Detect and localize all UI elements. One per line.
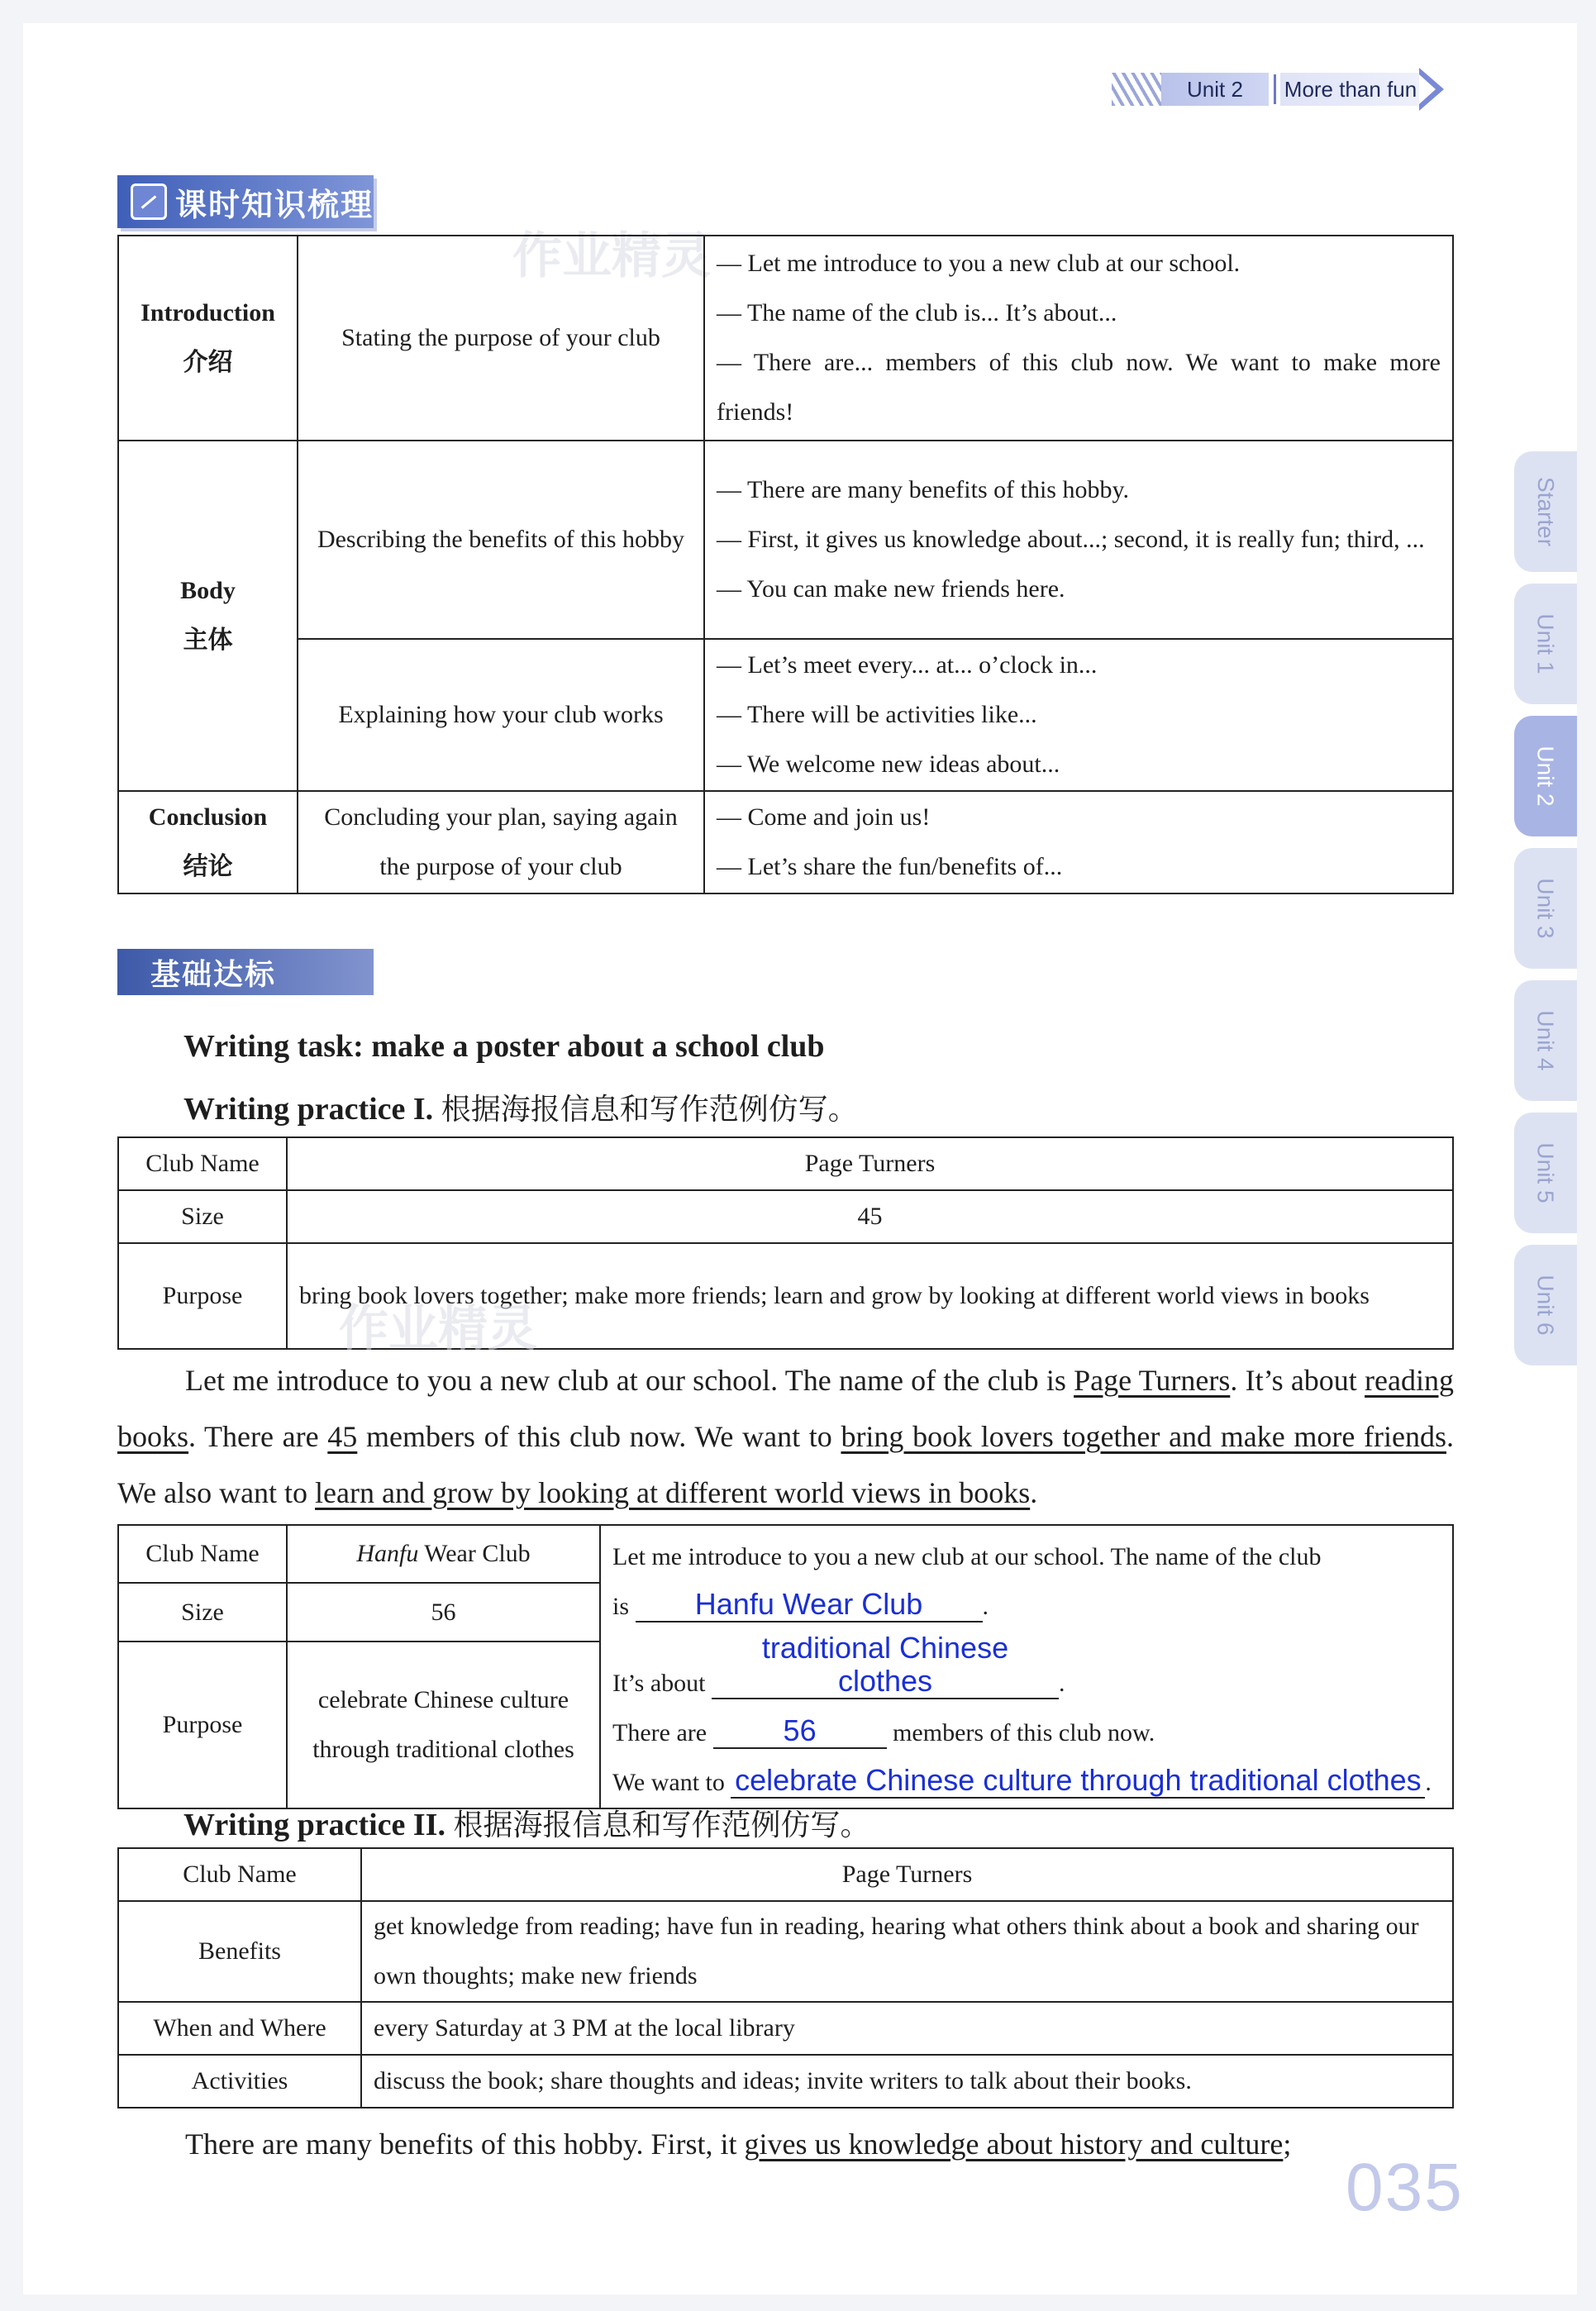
exercise-line: We want to celebrate Chinese culture through traditional clothes . bbox=[612, 1763, 1432, 1797]
intro-zh: 介绍 bbox=[183, 348, 233, 377]
intro-line: — There are... members of this club now. We want to make more friends! bbox=[717, 349, 1441, 426]
hanfu-exercise-table bbox=[117, 1524, 1454, 1809]
tab-unit-1[interactable] bbox=[1514, 584, 1577, 704]
task-label: Writing task bbox=[183, 1029, 354, 1064]
writing-task: Writing task: make a poster about a school club bbox=[183, 1029, 825, 1064]
body-line: — There are many benefits of this hobby. bbox=[717, 476, 1130, 503]
tab-unit-6[interactable] bbox=[1514, 1245, 1577, 1365]
purpose-value: bring book lovers together; make more friends; learn and grow by looking at different world views in books bbox=[287, 1243, 1453, 1349]
purpose-label: Purpose bbox=[118, 1642, 287, 1808]
sample-paragraph-2 bbox=[117, 2116, 1454, 2172]
answer-blank-2[interactable]: traditional Chinese clothes bbox=[712, 1632, 1059, 1699]
body-lines-2 bbox=[704, 639, 1453, 791]
exercise-line: is Hanfu Wear Club . bbox=[612, 1587, 989, 1621]
sample-underline: learn and grow by looking at different world views in books bbox=[315, 1476, 1031, 1509]
exercise-text: There are bbox=[612, 1719, 707, 1746]
exercise-text: It’s about bbox=[612, 1670, 706, 1697]
exercise-answers bbox=[600, 1525, 1453, 1808]
intro-line: — The name of the club is... It’s about... bbox=[717, 299, 1117, 326]
tab-label: Unit 5 bbox=[1533, 1142, 1559, 1203]
body-purpose-2: Explaining how your club works bbox=[298, 639, 704, 791]
sample-underline: gives us knowledge about history and culture bbox=[744, 2128, 1284, 2161]
answer-blank-4[interactable]: celebrate Chinese culture through traditional clothes bbox=[731, 1764, 1425, 1799]
header-unit: Unit 2 bbox=[1161, 73, 1269, 106]
conclusion-purpose: Concluding your plan, saying again the purpose of your club bbox=[298, 791, 704, 893]
body-line: — We welcome new ideas about... bbox=[717, 750, 1060, 778]
when-where-value: every Saturday at 3 PM at the local library bbox=[361, 2002, 1453, 2055]
purpose-label: Purpose bbox=[118, 1243, 287, 1349]
section-tag-knowledge bbox=[117, 175, 374, 228]
body-line: — First, it gives us knowledge about...; second, it is really fun; third, ... bbox=[717, 526, 1425, 553]
tab-starter[interactable] bbox=[1514, 451, 1577, 572]
header-title: More than fun bbox=[1280, 73, 1421, 106]
chevron-inner bbox=[1419, 74, 1436, 104]
practice1-heading bbox=[183, 1086, 858, 1128]
intro-line: — Let me introduce to you a new club at our school. bbox=[717, 250, 1241, 277]
intro-purpose: Stating the purpose of your club bbox=[298, 236, 704, 441]
body-zh: 主体 bbox=[183, 626, 233, 655]
exercise-line: Let me introduce to you a new club at our school. The name of the club bbox=[612, 1543, 1322, 1570]
section-title-knowledge: 课时知识梳理 bbox=[175, 186, 374, 223]
practice2-heading bbox=[183, 1802, 870, 1844]
exercise-line bbox=[612, 1708, 1441, 1758]
tab-label: Starter bbox=[1533, 476, 1559, 547]
body-title: Body bbox=[180, 577, 236, 604]
body-lines-1 bbox=[704, 441, 1453, 639]
conclusion-title: Conclusion bbox=[148, 803, 268, 831]
sample-text: . It’s about bbox=[1230, 1364, 1365, 1397]
club-name-label: Club Name bbox=[118, 1848, 361, 1901]
exercise-text: members of this club now. bbox=[893, 1719, 1155, 1746]
size-value: 56 bbox=[287, 1583, 600, 1641]
conclusion-label bbox=[118, 791, 298, 893]
club-name-label: Club Name bbox=[118, 1137, 287, 1190]
page-number: 035 bbox=[1346, 2150, 1464, 2225]
sample-underline: 45 bbox=[327, 1420, 358, 1453]
outline-table bbox=[117, 235, 1454, 894]
sample-underline: Page Turners bbox=[1074, 1364, 1231, 1397]
practice2-title: Writing practice II. bbox=[183, 1808, 445, 1842]
practice1-title: Writing practice I. bbox=[183, 1092, 434, 1127]
page-turners-table-1 bbox=[117, 1136, 1454, 1350]
tab-label: Unit 6 bbox=[1533, 1275, 1559, 1336]
benefits-label: Benefits bbox=[118, 1901, 361, 2002]
when-where-label: When and Where bbox=[118, 2002, 361, 2055]
size-label: Size bbox=[118, 1583, 287, 1641]
tab-label: Unit 2 bbox=[1533, 746, 1559, 807]
purpose-value: celebrate Chinese culture through traditional clothes bbox=[287, 1642, 600, 1808]
tab-unit-3[interactable] bbox=[1514, 848, 1577, 969]
club-name-label: Club Name bbox=[118, 1525, 287, 1583]
body-purpose-1: Describing the benefits of this hobby bbox=[298, 441, 704, 639]
tab-unit-4[interactable] bbox=[1514, 980, 1577, 1101]
sample-text: members of this club now. We want to bbox=[357, 1420, 841, 1453]
practice1-zh: 根据海报信息和写作范例仿写。 bbox=[441, 1093, 858, 1127]
sample-text: There are many benefits of this hobby. First, it bbox=[185, 2128, 745, 2161]
watermark: 作业精灵 bbox=[512, 227, 711, 285]
sample-text: . bbox=[1030, 1476, 1038, 1509]
exercise-text: is bbox=[612, 1593, 630, 1620]
unit-header bbox=[1112, 68, 1459, 111]
intro-title: Introduction bbox=[141, 299, 275, 326]
sample-underline: reading books bbox=[117, 1364, 1454, 1453]
exercise-text: We want to bbox=[612, 1769, 725, 1796]
club-name-value: Page Turners bbox=[361, 1848, 1453, 1901]
page-turners-table-2 bbox=[117, 1847, 1454, 2108]
club-name-value: Page Turners bbox=[287, 1137, 1453, 1190]
sample-paragraph-1 bbox=[117, 1352, 1454, 1521]
conclusion-zh: 结论 bbox=[183, 852, 233, 881]
body-line: — Let’s meet every... at... o’clock in... bbox=[717, 651, 1098, 679]
intro-lines bbox=[704, 236, 1453, 441]
activities-value: discuss the book; share thoughts and ideas; invite writers to talk about their books. bbox=[361, 2055, 1453, 2108]
conclusion-line: — Let’s share the fun/benefits of... bbox=[717, 853, 1063, 880]
exercise-line: It’s about traditional Chinese clothes . bbox=[612, 1631, 1065, 1698]
body-line: — There will be activities like... bbox=[717, 701, 1037, 728]
tab-label: Unit 4 bbox=[1533, 1010, 1559, 1071]
sample-underline: bring book lovers together and make more friends bbox=[841, 1420, 1446, 1453]
size-value: 45 bbox=[287, 1190, 1453, 1243]
header-divider bbox=[1274, 74, 1276, 104]
section-tag-basic bbox=[117, 949, 374, 995]
sample-text: . We also want to bbox=[117, 1420, 1454, 1509]
task-text: make a poster about a school club bbox=[371, 1029, 825, 1064]
size-label: Size bbox=[118, 1190, 287, 1243]
answer-blank-3[interactable]: 56 bbox=[713, 1714, 887, 1749]
answer-blank-1[interactable]: Hanfu Wear Club bbox=[636, 1588, 983, 1622]
club-name-rest: Wear Club bbox=[418, 1540, 531, 1568]
activities-label: Activities bbox=[118, 2055, 361, 2108]
intro-label bbox=[118, 236, 298, 441]
conclusion-lines bbox=[704, 791, 1453, 893]
conclusion-line: — Come and join us! bbox=[717, 803, 931, 831]
body-line: — You can make new friends here. bbox=[717, 575, 1065, 603]
practice2-zh: 根据海报信息和写作范例仿写。 bbox=[453, 1808, 870, 1842]
watermark: 作业精灵 bbox=[339, 1300, 537, 1358]
sample-text: . There are bbox=[188, 1420, 328, 1453]
sample-text: ; bbox=[1283, 2128, 1292, 2161]
body-label bbox=[118, 441, 298, 791]
tab-label: Unit 3 bbox=[1533, 878, 1559, 939]
note-edit-icon bbox=[131, 183, 167, 220]
club-name-value bbox=[287, 1525, 600, 1583]
hanfu-italic: Hanfu bbox=[356, 1540, 419, 1568]
tab-label: Unit 1 bbox=[1533, 613, 1559, 674]
sample-text: Let me introduce to you a new club at our school. The name of the club is bbox=[185, 1364, 1074, 1397]
tab-unit-5[interactable] bbox=[1514, 1113, 1577, 1233]
benefits-value: get knowledge from reading; have fun in reading, hearing what others think about a book and sharing our own thoughts; make new friends bbox=[361, 1901, 1453, 2002]
tab-unit-2[interactable] bbox=[1514, 716, 1577, 836]
section-title-basic: 基础达标 bbox=[150, 957, 277, 992]
